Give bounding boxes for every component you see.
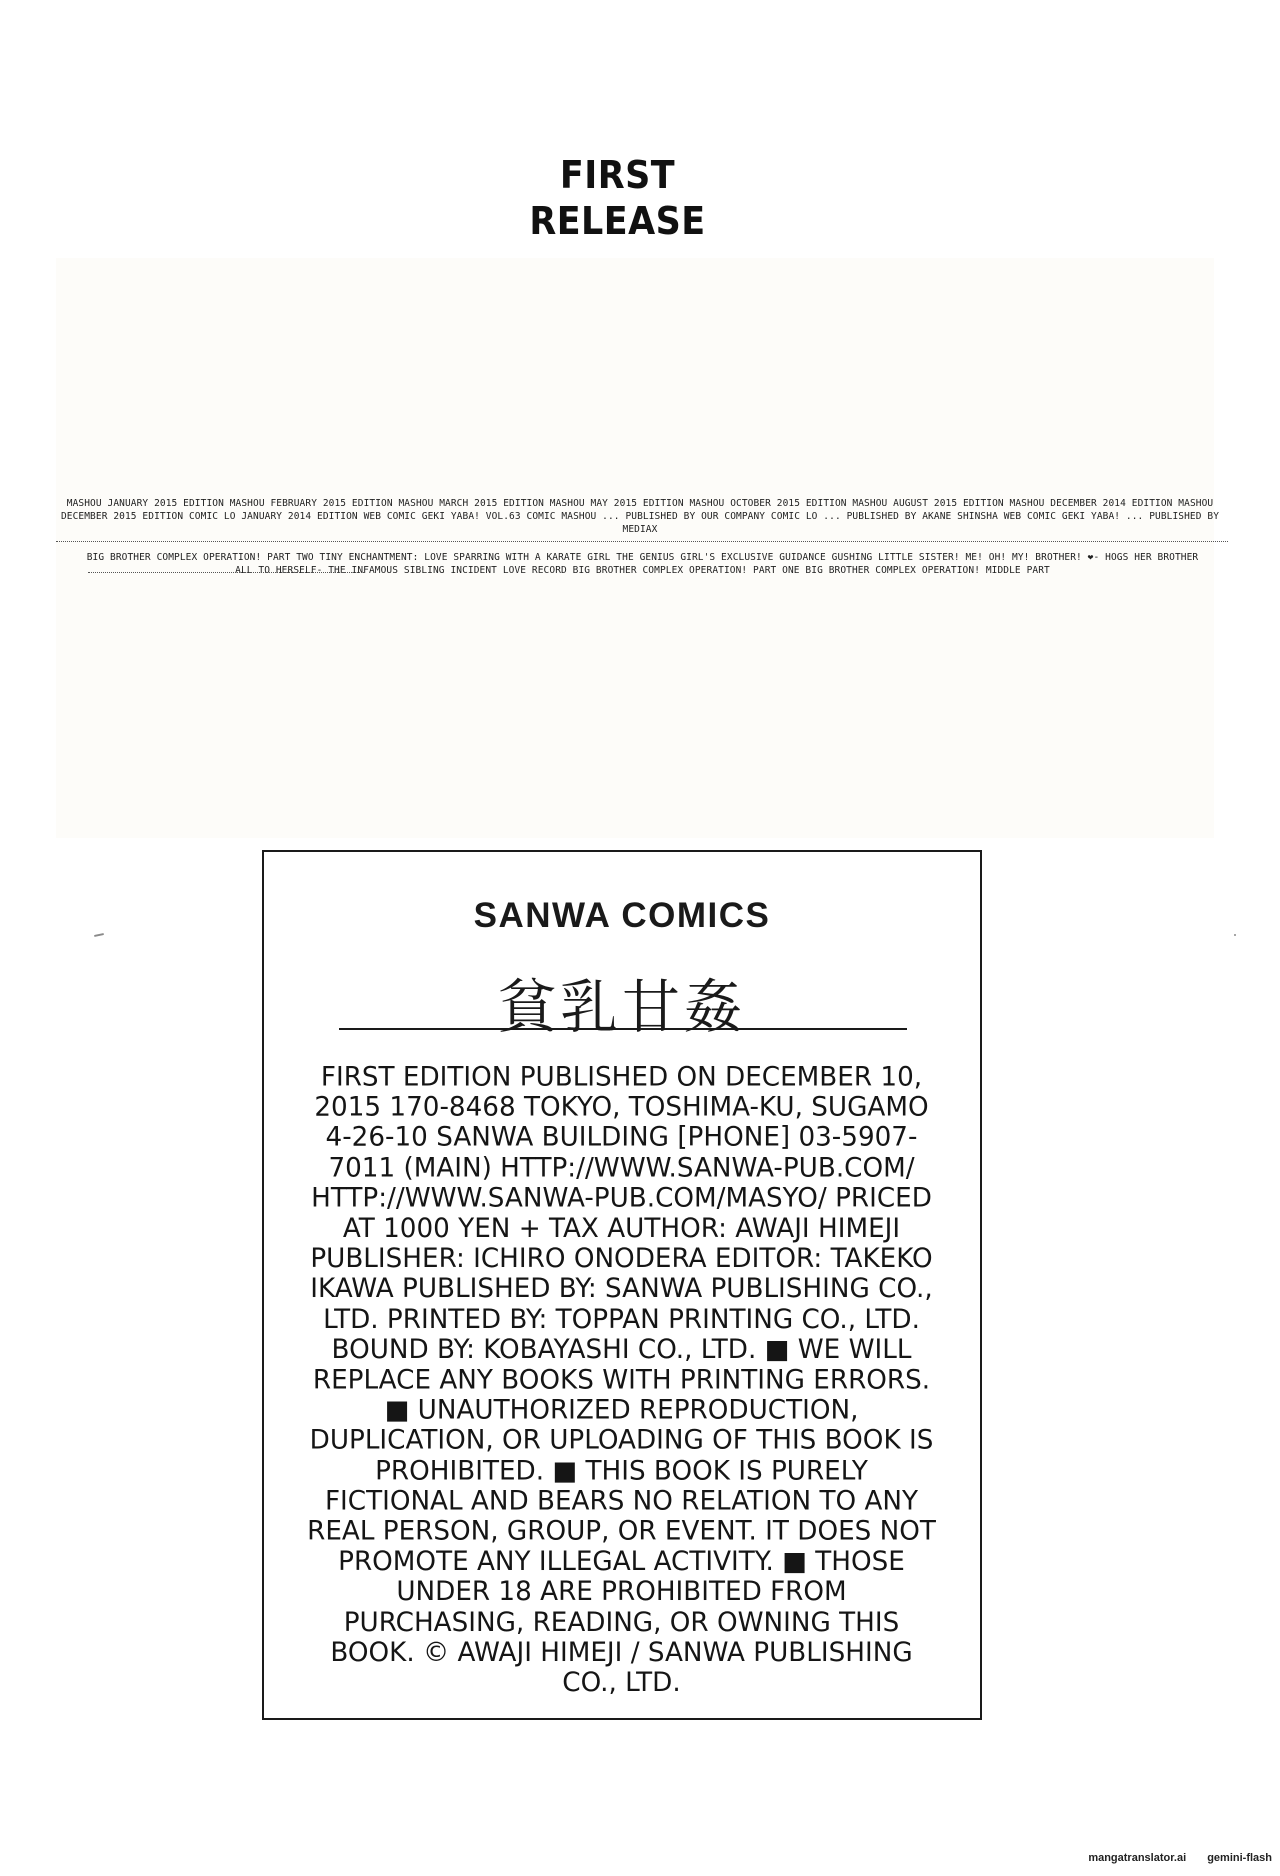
scan-speck — [94, 933, 104, 937]
translator-credit — [1070, 1852, 1272, 1864]
faint-background-panel — [56, 258, 1214, 838]
heading-line-2: RELEASE — [529, 199, 706, 243]
series-name: SANWA COMICS — [473, 896, 771, 935]
credit-site: mangatranslator.ai — [1088, 1852, 1187, 1864]
colophon-body: FIRST EDITION PUBLISHED ON DECEMBER 10, 2015 170-8468 TOKYO, TOSHIMA-KU, SUGAMO 4-26-10 SANWA BUILDING [PHONE] 03-5907-7011 (MAIN) HTTP://WWW.SANWA-PUB.COM/ HTTP://WWW.SANWA-PUB.COM/MASYO/ PRICED AT 1000 YEN + TAX AUTHOR: AWAJI HIMEJI PUBLISHER: ICHIRO ONODERA EDITOR: TAKEKO IKAWA PUBLISHED BY: SANWA PUBLISHING CO., LTD. PRINTED BY: TOPPAN PRINTING CO., LTD. BOUND BY: KOBAYASHI CO., LTD. ■ WE WILL REPLACE ANY BOOKS WITH PRINTING ERRORS. ■ UNAUTHORIZED REPRODUCTION, DUPLICATION, OR UPLOADING OF THIS BOOK IS PROHIBITED. ■ THIS BOOK IS PURELY FICTIONAL AND BEARS NO RELATION TO ANY REAL PERSON, GROUP, OR EVENT. IT DOES NOT PROMOTE ANY ILLEGAL ACTIVITY. ■ THOSE UNDER 18 ARE PROHIBITED FROM PURCHASING, READING, OR OWNING THIS BOOK. © AWAJI HIMEJI / SANWA PUBLISHING CO., LTD. — [307, 1062, 936, 1699]
book-title: 貧乳甘姦 — [497, 973, 746, 1041]
dotted-leader — [88, 572, 364, 573]
first-release-heading — [528, 152, 707, 244]
colophon-box — [262, 850, 982, 1720]
first-release-sources: MASHOU JANUARY 2015 EDITION MASHOU FEBRUARY 2015 EDITION MASHOU MARCH 2015 EDITION MASHOU MAY 2015 EDITION MASHOU OCTOBER 2015 EDITION MASHOU AUGUST 2015 EDITION MASHOU DECEMBER 2014 EDITION MASHOU DECEMBER 2015 EDITION COMIC LO JANUARY 2014 EDITION WEB COMIC GEKI YABA! VOL.63 COMIC MASHOU ... PUBLISHED BY OUR COMPANY COMIC LO ... PUBLISHED BY AKANE SHINSHA WEB COMIC GEKI YABA! ... PUBLISHED BY MEDIAX — [60, 498, 1220, 535]
dotted-divider — [56, 541, 1228, 542]
scan-speck — [1234, 934, 1236, 936]
title-underline — [339, 1028, 907, 1030]
heading-line-1: FIRST — [559, 153, 676, 197]
credit-model: gemini-flash — [1207, 1852, 1272, 1864]
first-release-titles: BIG BROTHER COMPLEX OPERATION! PART TWO TINY ENCHANTMENT: LOVE SPARRING WITH A KARATE GIRL THE GENIUS GIRL'S EXCLUSIVE GUIDANCE GUSHING LITTLE SISTER! ME! OH! MY! BROTHER! ❤- HOGS HER BROTHER ALL TO HERSELF- THE INFAMOUS SIBLING INCIDENT LOVE RECORD BIG BROTHER COMPLEX OPERATION! PART ONE BIG BROTHER COMPLEX OPERATION! MIDDLE PART — [86, 552, 1199, 576]
